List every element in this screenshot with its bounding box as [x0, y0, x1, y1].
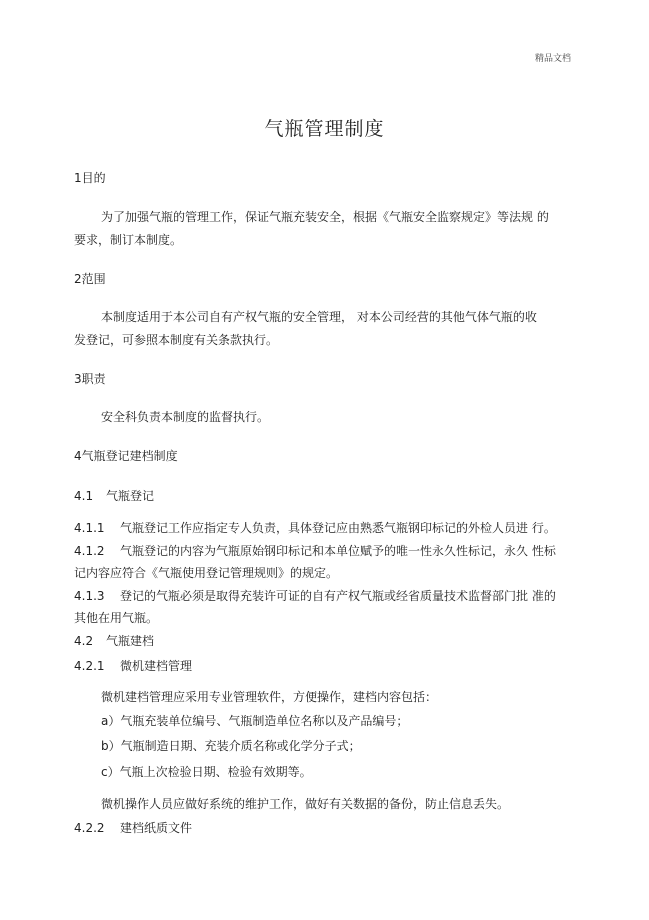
section-1-heading: 1目的 [74, 171, 106, 185]
section-title: 气瓶登记 [106, 489, 155, 503]
section-number: 4.1 [74, 489, 94, 503]
section-title: 建档纸质文件 [120, 821, 193, 835]
list-item-c: c）气瓶上次检验日期、检验有效期等。 [101, 765, 312, 779]
section-number: 4.1.3 [74, 589, 105, 603]
section-4-heading: 4气瓶登记建档制度 [74, 449, 178, 463]
section-1-paragraph-line-2: 要求，制订本制度。 [74, 233, 183, 247]
section-4-1-1 [74, 519, 556, 536]
section-number: 4.1.2 [74, 544, 105, 558]
section-4-2-1-heading [74, 657, 192, 674]
section-4-1-2-line-2: 记内容应符合《气瓶使用登记管理规则》的规定。 [74, 566, 339, 580]
section-4-1-3-line-2: 其他在用气瓶。 [74, 611, 159, 625]
section-4-1-2 [74, 542, 556, 559]
list-item-a: a）气瓶充装单位编号、气瓶制造单位名称以及产品编号； [101, 714, 409, 728]
section-4-1-3 [74, 587, 556, 604]
section-title: 微机建档管理 [120, 659, 193, 673]
section-text: 登记的气瓶必须是取得充装许可证的自有产权气瓶或经省质量技术监督部门批 准的 [120, 589, 556, 603]
section-3-heading: 3职责 [74, 372, 106, 386]
section-4-2-heading [74, 632, 154, 649]
section-number: 4.1.1 [74, 521, 105, 535]
section-text: 气瓶登记的内容为气瓶原始钢印标记和本单位赋予的唯一性永久性标记，永久 性标 [120, 544, 556, 558]
section-4-1-heading [74, 487, 154, 504]
section-number: 4.2 [74, 634, 94, 648]
section-3-paragraph: 安全科负责本制度的监督执行。 [101, 410, 270, 424]
section-4-2-1-note: 微机操作人员应做好系统的维护工作，做好有关数据的备份，防止信息丢失。 [101, 797, 510, 811]
section-text: 气瓶登记工作应指定专人负责，具体登记应由熟悉气瓶钢印标记的外检人员进 行。 [120, 521, 556, 535]
section-2-heading: 2范围 [74, 272, 106, 286]
section-4-2-2-heading [74, 819, 192, 836]
section-number: 4.2.1 [74, 659, 105, 673]
section-1-paragraph-line-1: 为了加强气瓶的管理工作，保证气瓶充装安全，根据《气瓶安全监察规定》等法规 的 [101, 210, 549, 224]
section-title: 气瓶建档 [106, 634, 155, 648]
section-4-2-1-intro: 微机建档管理应采用专业管理软件，方便操作，建档内容包括： [101, 690, 438, 704]
page-title: 气瓶管理制度 [264, 118, 385, 140]
list-item-b: b）气瓶制造日期、充装介质名称或化学分子式； [101, 739, 361, 753]
section-2-paragraph-line-1: 本制度适用于本公司自有产权气瓶的安全管理， 对本公司经营的其他气体气瓶的收 [101, 310, 537, 324]
header-tag: 精品文档 [534, 54, 571, 64]
section-number: 4.2.2 [74, 821, 105, 835]
section-2-paragraph-line-2: 发登记，可参照本制度有关条款执行。 [74, 333, 279, 347]
